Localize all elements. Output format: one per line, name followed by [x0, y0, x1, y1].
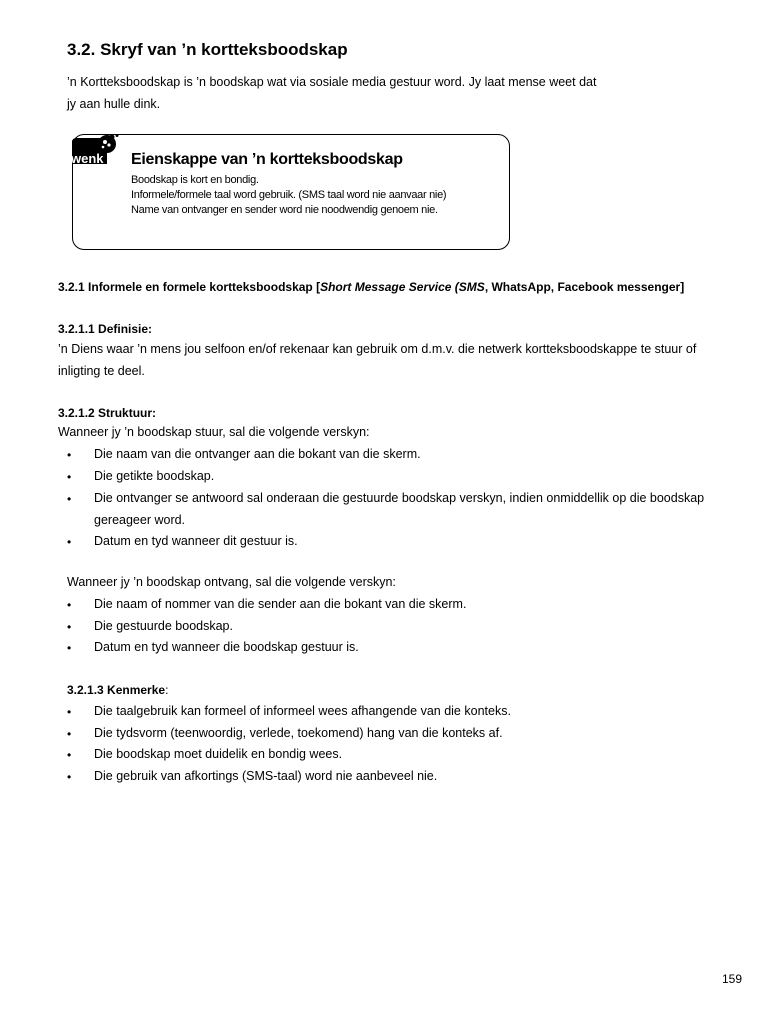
tip-title: Eienskappe van ’n kortteksboodskap — [131, 151, 403, 168]
section-3-2-1-heading — [58, 280, 684, 294]
tip-lines — [131, 173, 446, 218]
definition-paragraph: ’n Diens waar ’n mens jou selfoon en/of rekenaar kan gebruik om d.m.v. die netwerk kortteksboodskappe te stuur of inligting te deel. — [58, 342, 697, 378]
list-item: Die taalgebruik kan formeel of informeel wees afhangende van die konteks. — [94, 704, 511, 718]
bullet-icon: • — [67, 748, 72, 762]
list-item: Die gestuurde boodskap. — [94, 619, 233, 633]
wenk-label: wenk — [71, 151, 104, 166]
bullet-icon: • — [67, 641, 72, 655]
tip-line: Name van ontvanger en sender word nie noodwendig genoem nie. — [131, 204, 438, 216]
list-item: Die naam of nommer van die sender aan die bokant van die skerm. — [94, 597, 467, 611]
wenk-badge — [67, 134, 119, 170]
page-number: 159 — [721, 972, 742, 986]
bullet-icon: • — [67, 492, 72, 506]
list-item: Datum en tyd wanneer die boodskap gestuur is. — [94, 640, 359, 654]
section-3-2-1-italic: Short Message Service (SMS — [320, 280, 485, 294]
bullet-icon: • — [67, 770, 72, 784]
list-item: Die naam van die ontvanger aan die bokant van die skerm. — [94, 447, 421, 461]
section-3-2-1-2-heading: 3.2.1.2 Struktuur: — [58, 406, 157, 420]
list-item: Datum en tyd wanneer dit gestuur is. — [94, 534, 298, 548]
bullet-icon: • — [67, 470, 72, 484]
bullet-icon: • — [67, 705, 72, 719]
list-item: Die gebruik van afkortings (SMS-taal) word nie aanbeveel nie. — [94, 769, 438, 783]
list-item: Die boodskap moet duidelik en bondig wees. — [94, 747, 343, 761]
section-3-2-1-1-heading: 3.2.1.1 Definisie: — [58, 322, 153, 336]
list-item: Die ontvanger se antwoord sal onderaan die gestuurde boodskap verskyn, indien onmiddellik op die boodskap gereageer word. — [94, 491, 705, 527]
list-item: Die getikte boodskap. — [94, 469, 215, 483]
section-3-2-1-3-colon: : — [165, 683, 169, 697]
bullet-icon: • — [67, 727, 72, 741]
section-3-2-1-3-title: 3.2.1.3 Kenmerke — [67, 683, 166, 697]
list-item: Die tydsvorm (teenwoordig, verlede, toekomend) hang van die konteks af. — [94, 726, 503, 740]
bullet-icon: • — [67, 598, 72, 612]
tip-line: Informele/formele taal word gebruik. (SMS taal word nie aanvaar nie) — [131, 189, 447, 201]
section-3-2-1-prefix: 3.2.1 Informele en formele kortteksboodskap [ — [58, 280, 321, 294]
page-heading: 3.2. Skryf van ’n kortteksboodskap — [67, 40, 348, 59]
section-3-2-1-suffix: , WhatsApp, Facebook messenger] — [484, 280, 685, 294]
bullet-icon: • — [67, 448, 72, 462]
bullet-icon: • — [67, 620, 72, 634]
send-lead: Wanneer jy ’n boodskap stuur, sal die volgende verskyn: — [58, 425, 370, 439]
intro-paragraph: ’n Kortteksboodskap is ’n boodskap wat via sosiale media gestuur word. Jy laat mense weet dat jy aan hulle dink. — [67, 75, 597, 111]
section-3-2-1-3-heading — [67, 683, 168, 697]
tip-line: Boodskap is kort en bondig. — [131, 174, 259, 186]
bullet-icon: • — [67, 535, 72, 549]
receive-lead: Wanneer jy ’n boodskap ontvang, sal die volgende verskyn: — [67, 575, 396, 589]
